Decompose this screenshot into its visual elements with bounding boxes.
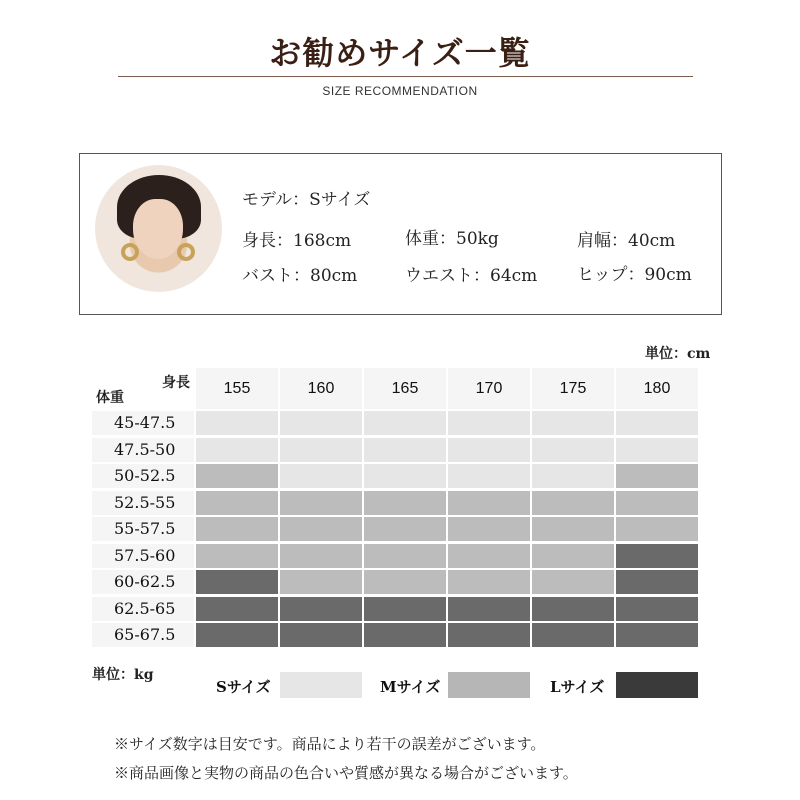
legend-s-label: Sサイズ <box>216 678 271 696</box>
table-corner <box>92 368 194 409</box>
size-cell-m <box>532 544 614 568</box>
size-cell-m <box>280 491 362 515</box>
size-cell-m <box>280 570 362 594</box>
size-cell-s <box>280 464 362 488</box>
size-cell-m <box>616 517 698 541</box>
model-weight: 体重：50kg <box>405 229 499 249</box>
height-column-header: 180 <box>616 368 698 409</box>
size-cell-s <box>532 464 614 488</box>
height-column-header: 160 <box>280 368 362 409</box>
note-color-difference: ※商品画像と実物の商品の色合いや質感が異なる場合がございます。 <box>114 764 578 782</box>
legend-l-label: Lサイズ <box>550 678 605 696</box>
size-cell-l <box>364 597 446 621</box>
title-divider <box>118 76 693 77</box>
size-cell-m <box>364 544 446 568</box>
model-face <box>133 199 183 259</box>
page-title: お勧めサイズ一覧 <box>269 34 531 72</box>
size-cell-l <box>616 597 698 621</box>
model-profile-card <box>79 153 722 315</box>
size-cell-l <box>448 597 530 621</box>
height-column-header: 155 <box>196 368 278 409</box>
legend-m-swatch <box>448 672 530 698</box>
weight-row-header: 60-62.5 <box>92 570 194 594</box>
weight-row-header: 45-47.5 <box>92 411 194 435</box>
model-photo <box>95 165 222 292</box>
size-cell-m <box>448 491 530 515</box>
height-column-header: 165 <box>364 368 446 409</box>
size-cell-s <box>616 438 698 462</box>
weight-row-header: 47.5-50 <box>92 438 194 462</box>
model-size: モデル：Sサイズ <box>242 190 371 210</box>
size-cell-m <box>364 570 446 594</box>
size-cell-s <box>364 438 446 462</box>
model-height: 身長：168cm <box>242 231 352 251</box>
size-cell-s <box>448 411 530 435</box>
size-cell-s <box>532 411 614 435</box>
weight-row-header: 50-52.5 <box>92 464 194 488</box>
weight-row-header: 57.5-60 <box>92 544 194 568</box>
size-cell-m <box>196 464 278 488</box>
size-cell-s <box>196 411 278 435</box>
weight-row-header: 55-57.5 <box>92 517 194 541</box>
size-cell-m <box>364 517 446 541</box>
weight-unit: 単位：kg <box>92 667 154 683</box>
size-cell-m <box>532 570 614 594</box>
height-unit: 単位：cm <box>645 346 711 362</box>
corner-height-label: 身長 <box>162 375 190 391</box>
size-cell-m <box>280 517 362 541</box>
size-cell-m <box>448 517 530 541</box>
model-bust: バスト：80cm <box>242 266 358 286</box>
size-cell-l <box>196 597 278 621</box>
size-cell-m <box>448 570 530 594</box>
weight-row-header: 62.5-65 <box>92 597 194 621</box>
size-cell-l <box>616 544 698 568</box>
size-cell-l <box>448 623 530 647</box>
size-cell-m <box>196 544 278 568</box>
size-cell-l <box>196 570 278 594</box>
size-cell-s <box>364 464 446 488</box>
earring-left <box>121 243 139 261</box>
model-waist: ウエスト：64cm <box>405 266 538 286</box>
weight-row-header: 65-67.5 <box>92 623 194 647</box>
size-cell-s <box>616 411 698 435</box>
legend-l-swatch <box>616 672 698 698</box>
corner-weight-label: 体重 <box>96 390 124 406</box>
page-subtitle: SIZE RECOMMENDATION <box>322 84 478 98</box>
size-cell-m <box>616 491 698 515</box>
size-cell-m <box>196 491 278 515</box>
size-cell-s <box>280 411 362 435</box>
weight-row-header: 52.5-55 <box>92 491 194 515</box>
size-cell-l <box>364 623 446 647</box>
size-cell-s <box>448 438 530 462</box>
size-cell-m <box>364 491 446 515</box>
size-cell-s <box>364 411 446 435</box>
size-cell-s <box>532 438 614 462</box>
legend-s-swatch <box>280 672 362 698</box>
size-cell-s <box>448 464 530 488</box>
model-shoulder: 肩幅：40cm <box>577 231 676 251</box>
size-cell-l <box>532 623 614 647</box>
note-size-guide: ※サイズ数字は目安です。商品により若干の誤差がございます。 <box>114 735 546 753</box>
size-cell-l <box>196 623 278 647</box>
size-cell-l <box>616 623 698 647</box>
size-cell-s <box>280 438 362 462</box>
size-cell-l <box>616 570 698 594</box>
size-cell-m <box>616 464 698 488</box>
height-column-header: 175 <box>532 368 614 409</box>
height-column-header: 170 <box>448 368 530 409</box>
size-cell-m <box>448 544 530 568</box>
size-cell-l <box>280 597 362 621</box>
size-cell-l <box>280 623 362 647</box>
size-cell-m <box>532 491 614 515</box>
legend-m-label: Mサイズ <box>380 678 441 696</box>
model-hip: ヒップ：90cm <box>577 265 692 285</box>
size-cell-s <box>196 438 278 462</box>
earring-right <box>177 243 195 261</box>
size-cell-m <box>532 517 614 541</box>
size-cell-m <box>280 544 362 568</box>
size-cell-l <box>532 597 614 621</box>
size-cell-m <box>196 517 278 541</box>
